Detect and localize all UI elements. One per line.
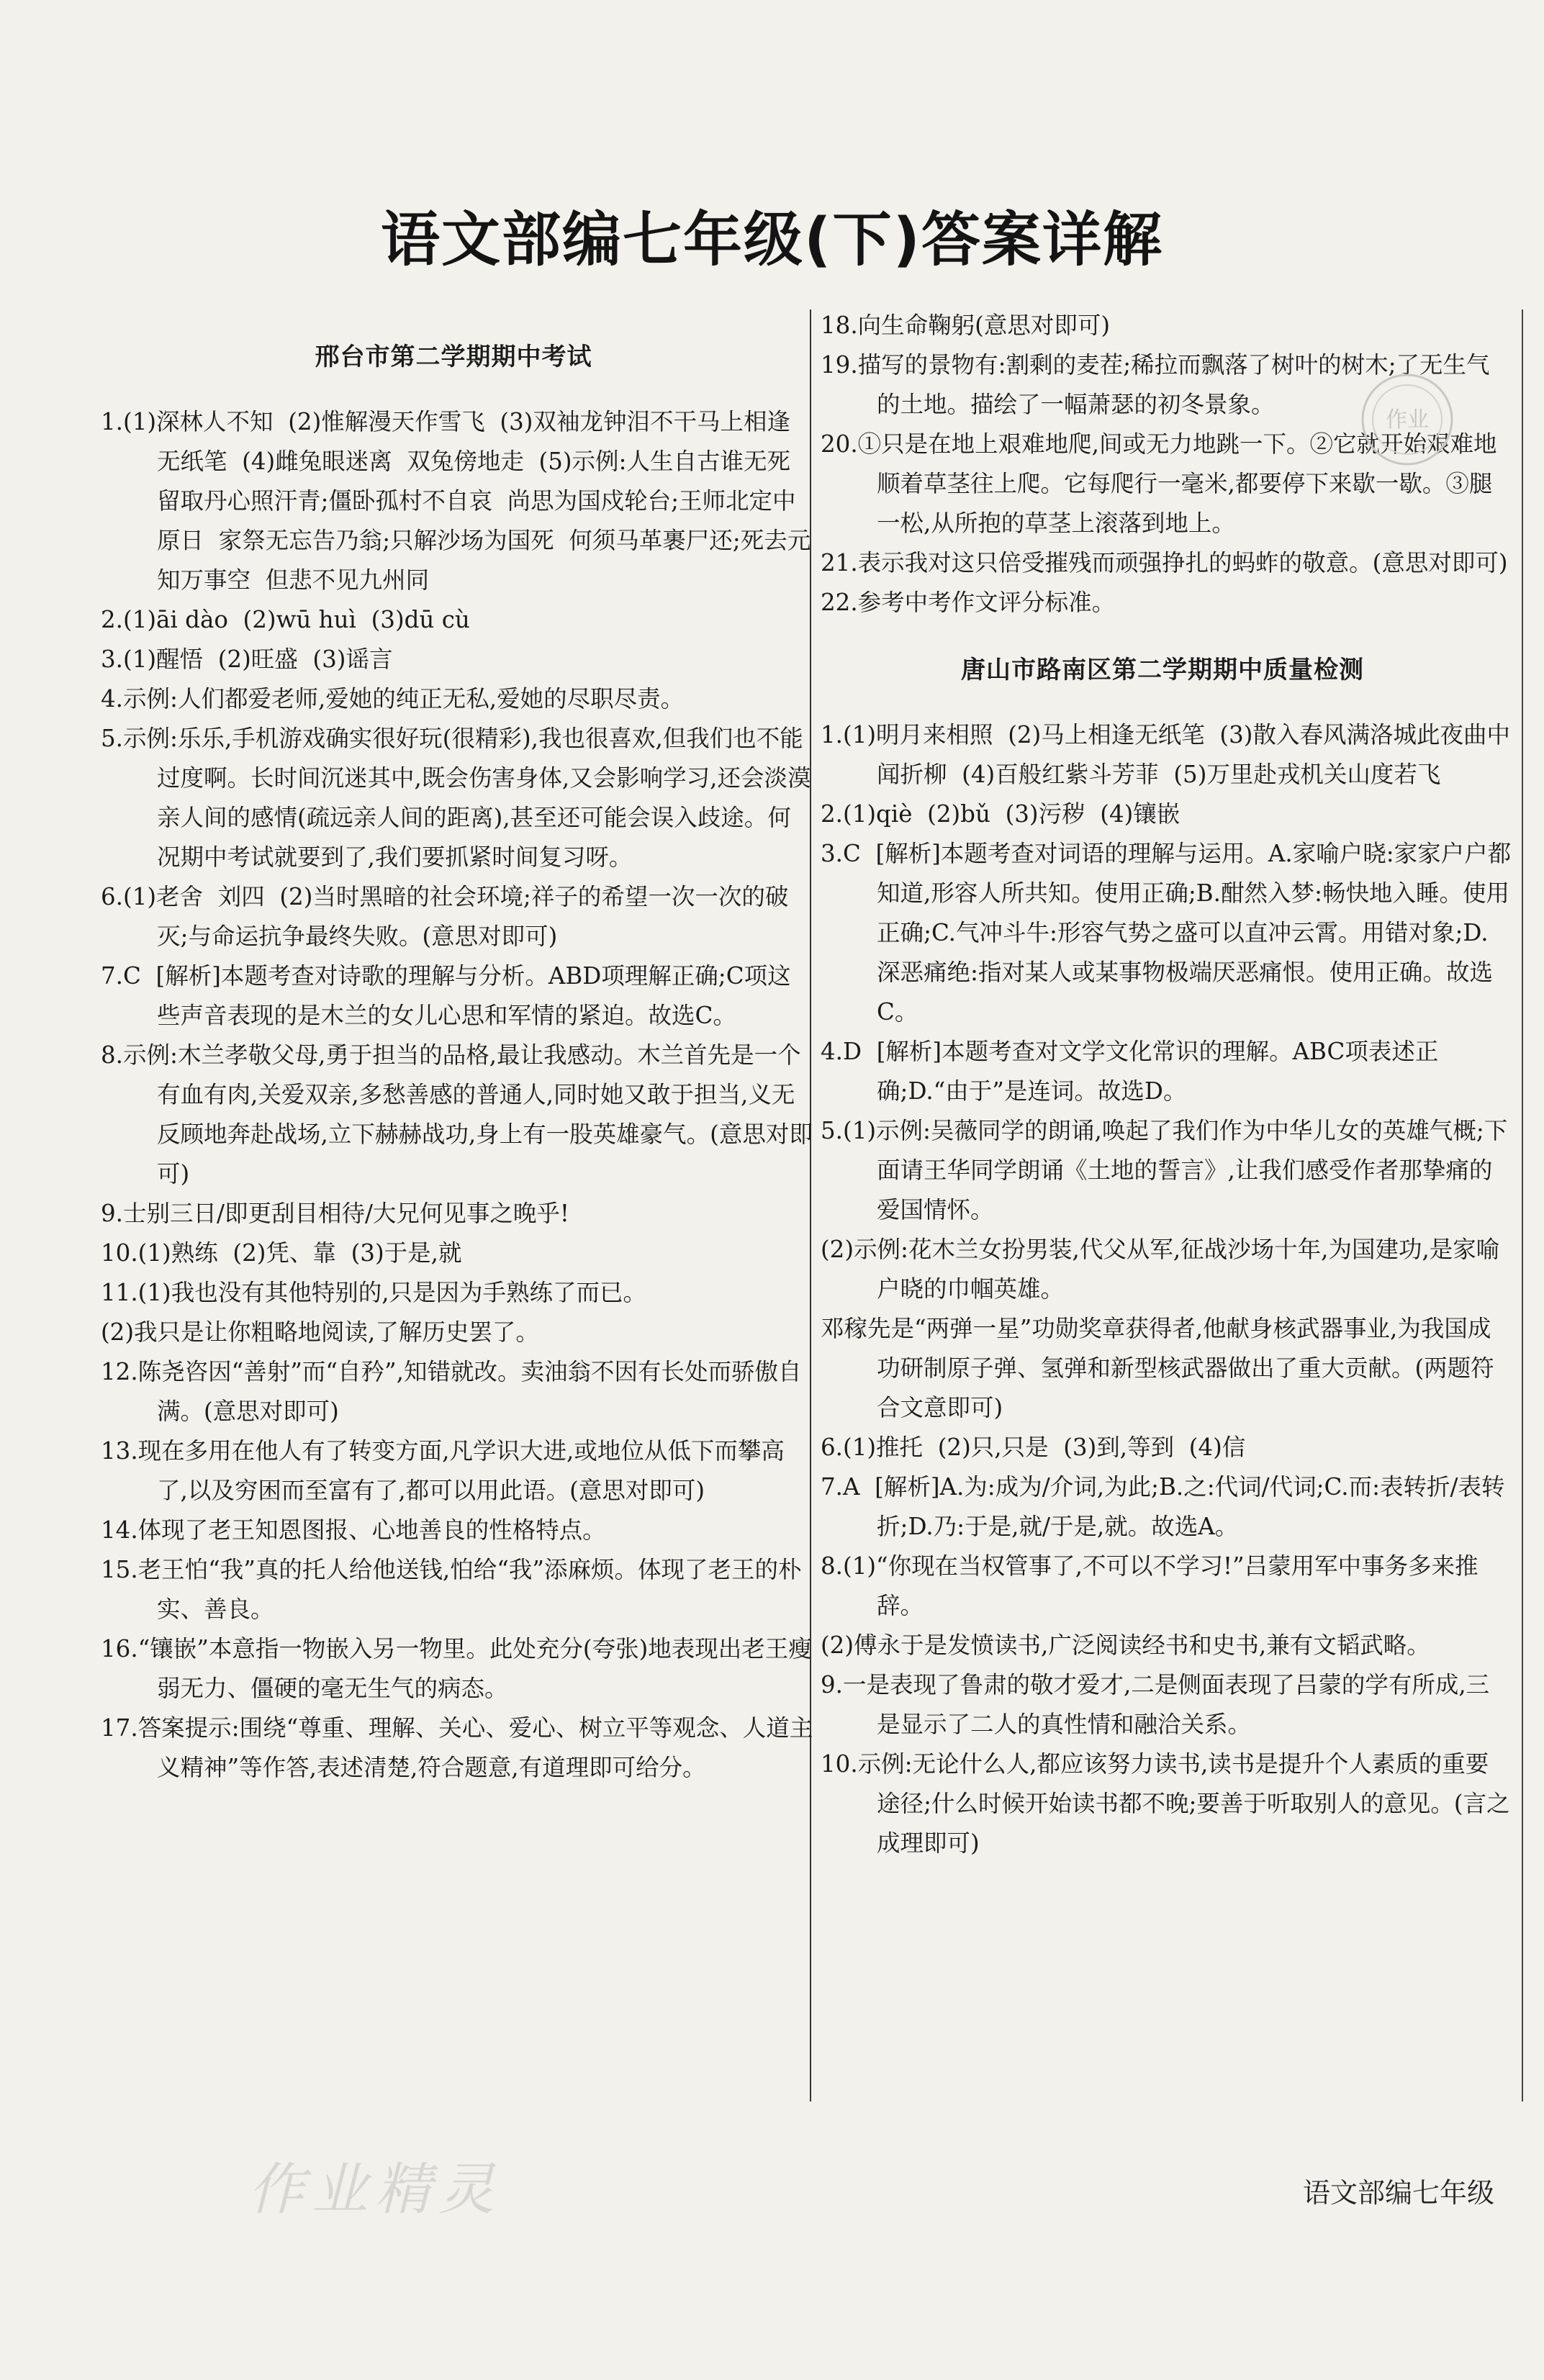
section-title-xingtai: 邢台市第二学期期中考试	[315, 343, 592, 371]
answer-list-right	[813, 715, 1512, 1863]
answer-item: 15.老王怕“我”真的托人给他送钱,怕给“我”添麻烦。体现了老王的朴实、善良。	[101, 1556, 802, 1623]
answer-item: 22.参考中考作文评分标准。	[821, 589, 1116, 616]
answer-item: 8.(1)“你现在当权管事了,不可以不学习!”吕蒙用军中事务多来推辞。	[821, 1552, 1478, 1619]
answer-item: 12.陈尧咨因“善射”而“自矜”,知错就改。卖油翁不因有长处而骄傲自满。(意思对即可)	[101, 1358, 802, 1425]
answer-item: 4.示例:人们都爱老师,爱她的纯正无私,爱她的尽职尽责。	[101, 685, 685, 712]
answer-item: 2.(1)qiè (2)bǔ (3)污秽 (4)镶嵌	[821, 800, 1180, 828]
answer-item: 17.答案提示:围绕“尊重、理解、关心、爱心、树立平等观念、人道主义精神”等作答,表述清楚,符合题意,有道理即可给分。	[101, 1714, 813, 1781]
answer-item: 9.一是表现了鲁肃的敬才爱才,二是侧面表现了吕蒙的学有所成,三是显示了二人的真性情和融洽关系。	[821, 1671, 1490, 1738]
answer-item: 18.向生命鞠躬(意思对即可)	[821, 312, 1111, 339]
page-title: 语文部编七年级(下)答案详解	[381, 206, 1163, 274]
homework-stamp-icon	[1353, 366, 1461, 474]
answer-item: 16.“镶嵌”本意指一物嵌入另一物里。此处充分(夸张)地表现出老王瘦弱无力、僵硬的毫无生气的病态。	[101, 1635, 812, 1702]
answer-item: 4.D [解析]本题考查对文学文化常识的理解。ABC项表述正确;D.“由于”是连词。故选D。	[821, 1038, 1439, 1105]
answer-item: 13.现在多用在他人有了转变方面,凡学识大进,或地位从低下而攀高了,以及穷困而至富有了,都可以用此语。(意思对即可)	[101, 1437, 785, 1504]
answer-item: (2)我只是让你粗略地阅读,了解历史罢了。	[101, 1318, 539, 1346]
answer-item: 6.(1)推托 (2)只,只是 (3)到,等到 (4)信	[821, 1434, 1246, 1461]
answer-item: (2)示例:花木兰女扮男装,代父从军,征战沙场十年,为国建功,是家喻户晓的巾帼英雄。	[821, 1236, 1500, 1303]
answer-item: 10.示例:无论什么人,都应该努力读书,读书是提升个人素质的重要途径;什么时候开始读书都不晚;要善于听取别人的意见。(言之成理即可)	[821, 1750, 1510, 1857]
answer-item: 邓稼先是“两弹一星”功勋奖章获得者,他献身核武器事业,为我国成功研制原子弹、氢弹和新型核武器做出了重大贡献。(两题符合文意即可)	[821, 1315, 1494, 1421]
answer-item: 19.描写的景物有:割剩的麦茬;稀拉而飘落了树叶的树木;了无生气的土地。描绘了一幅萧瑟的初冬景象。	[821, 351, 1490, 418]
answer-list-left	[94, 402, 813, 1788]
answer-item: 6.(1)老舍 刘四 (2)当时黑暗的社会环境;祥子的希望一次一次的破灭;与命运抗争最终失败。(意思对即可)	[101, 883, 789, 950]
answer-item: 3.C [解析]本题考查对词语的理解与运用。A.家喻户晓:家家户户都知道,形容人所共知。使用正确;B.酣然入梦:畅快地入睡。使用正确;C.气冲斗牛:形容气势之盛可以直冲云霄。用错对象;D.深恶痛绝:指对某人或某事物极端厌恶痛恨。使用正确。故选C。	[821, 840, 1512, 1026]
answer-item: 1.(1)深林人不知 (2)惟解漫天作雪飞 (3)双袖龙钟泪不干马上相逢无纸笔 (4)雌兔眼迷离 双兔傍地走 (5)示例:人生自古谁无死 留取丹心照汗青;僵卧孤村不自哀 尚思为国戍轮台;王师北定中原日 家祭无忘告乃翁;只解沙场为国死 何须马革裹尸还;死去元知万事空 但悲不见九州同	[101, 408, 811, 594]
answer-item: 11.(1)我也没有其他特别的,只是因为手熟练了而已。	[101, 1279, 647, 1306]
answer-item: 14.体现了老王知恩图报、心地善良的性格特点。	[101, 1516, 606, 1544]
right-margin-rule	[1522, 309, 1523, 2101]
footer-running-label: 语文部编七年级	[1303, 2177, 1495, 2209]
answer-item: 10.(1)熟练 (2)凭、靠 (3)于是,就	[101, 1239, 462, 1267]
answer-item: 9.士别三日/即更刮目相待/大兄何见事之晚乎!	[101, 1200, 569, 1227]
answer-item: 21.表示我对这只倍受摧残而顽强挣扎的蚂蚱的敬意。(意思对即可)	[821, 549, 1508, 576]
answer-item: 20.①只是在地上艰难地爬,间或无力地跳一下。②它就开始艰难地顺着草茎往上爬。它每爬行一毫米,都要停下来歇一歇。③腿一松,从所抱的草茎上滚落到地上。	[821, 430, 1497, 537]
section-title-tangshan: 唐山市路南区第二学期期中质量检测	[961, 656, 1364, 684]
left-column	[94, 309, 813, 1788]
answer-item: 1.(1)明月来相照 (2)马上相逢无纸笔 (3)散入春风满洛城此夜曲中闻折柳 (4)百般红紫斗芳菲 (5)万里赴戎机关山度若飞	[821, 721, 1510, 788]
svg-text:作业: 作业	[1386, 407, 1429, 433]
answer-item: 3.(1)醒悟 (2)旺盛 (3)谣言	[101, 646, 393, 673]
answer-item: 2.(1)āi dào (2)wū huì (3)dū cù	[101, 606, 470, 633]
answer-item: (2)傅永于是发愤读书,广泛阅读经书和史书,兼有文韬武略。	[821, 1632, 1430, 1659]
answer-item: 8.示例:木兰孝敬父母,勇于担当的品格,最让我感动。木兰首先是一个有血有肉,关爱双亲,多愁善感的普通人,同时她又敢于担当,义无反顾地奔赴战场,立下赫赫战功,身上有一股英雄豪气。(意思对即可)	[101, 1041, 813, 1187]
answer-item: 7.C [解析]本题考查对诗歌的理解与分析。ABD项理解正确;C项这些声音表现的是木兰的女儿心思和军情的紧迫。故选C。	[101, 962, 791, 1029]
right-column	[813, 306, 1512, 1863]
watermark: 作业精灵	[248, 2158, 502, 2222]
answer-item: 5.(1)示例:吴薇同学的朗诵,唤起了我们作为中华儿女的英雄气概;下面请王华同学朗诵《土地的誓言》,让我们感受作者那挚痛的爱国情怀。	[821, 1117, 1508, 1223]
answer-item: 5.示例:乐乐,手机游戏确实很好玩(很精彩),我也很喜欢,但我们也不能过度啊。长时间沉迷其中,既会伤害身体,又会影响学习,还会淡漠亲人间的感情(疏远亲人间的距离),甚至还可能会误入歧途。何况期中考试就要到了,我们要抓紧时间复习呀。	[101, 725, 811, 871]
answer-item: 7.A [解析]A.为:成为/介词,为此;B.之:代词/代词;C.而:表转折/表转折;D.乃:于是,就/于是,就。故选A。	[821, 1473, 1505, 1540]
